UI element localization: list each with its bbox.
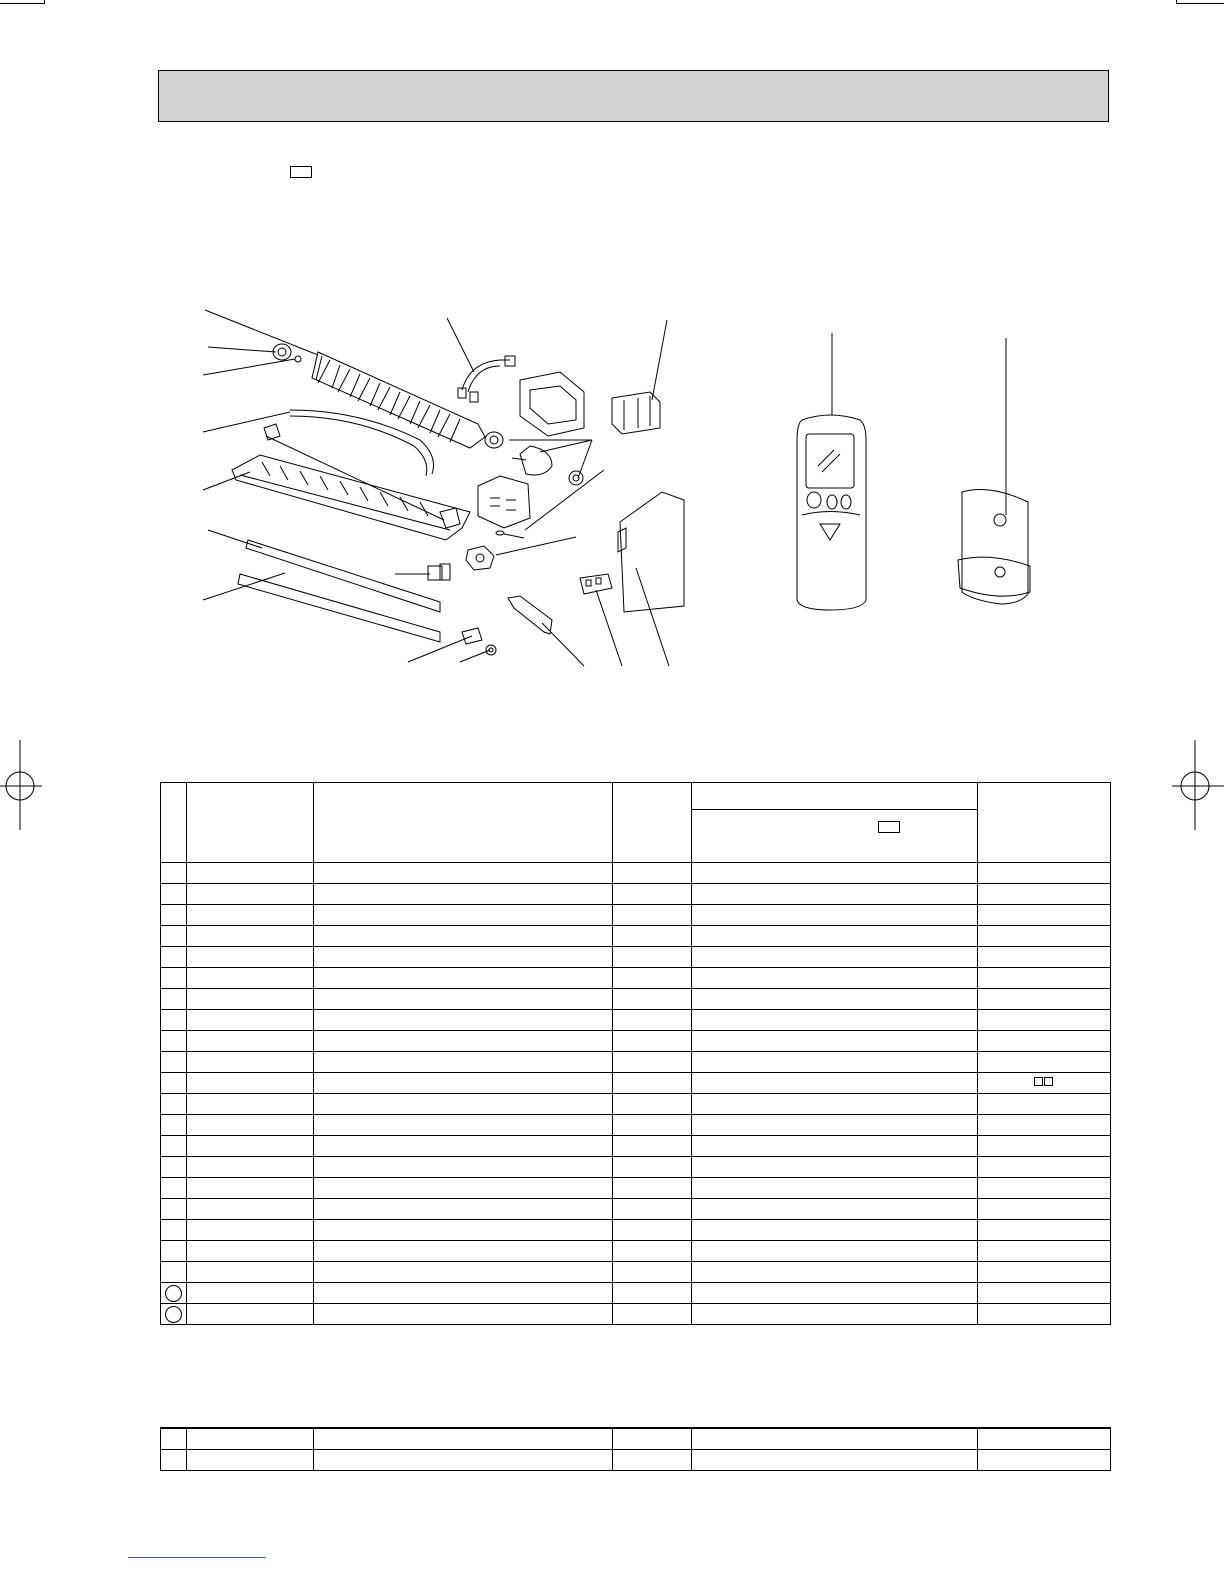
- table-row: [161, 1178, 1111, 1199]
- table-cell: [187, 1199, 314, 1220]
- table-row: [161, 1094, 1111, 1115]
- table-row: [161, 1115, 1111, 1136]
- leader-line-2: [208, 347, 276, 352]
- table-cell: [613, 1094, 692, 1115]
- table-row: [161, 1157, 1111, 1178]
- table-cell: [187, 1010, 314, 1031]
- table-cell: [692, 1010, 978, 1031]
- leader-line-17: [636, 568, 669, 666]
- table-cell: [613, 1283, 692, 1304]
- remote-controller-holder: [958, 490, 1030, 604]
- table-cell: [187, 1073, 314, 1094]
- table-cell: [314, 863, 613, 884]
- header-part-name: [314, 783, 613, 863]
- thermistor: [496, 531, 524, 538]
- table-cell: [692, 1449, 978, 1470]
- table-cell: [978, 968, 1111, 989]
- table-cell: [692, 1178, 978, 1199]
- table-cell: [692, 863, 978, 884]
- table-cell: [692, 1157, 978, 1178]
- table-cell: [161, 1115, 187, 1136]
- table-cell: [187, 1115, 314, 1136]
- table-cell: [314, 947, 613, 968]
- table-cell: [978, 884, 1111, 905]
- table-cell: [613, 1220, 692, 1241]
- header-remarks: [978, 783, 1111, 863]
- table-cell: [161, 863, 187, 884]
- table-cell: [692, 1115, 978, 1136]
- table-cell: [161, 926, 187, 947]
- table-row: [161, 863, 1111, 884]
- table-row: [161, 905, 1111, 926]
- table-cell: [314, 1241, 613, 1262]
- table-cell: [187, 989, 314, 1010]
- table-cell: [187, 1428, 314, 1449]
- table-cell: [314, 1073, 613, 1094]
- table-cell: [314, 905, 613, 926]
- table-cell: [692, 1094, 978, 1115]
- horizontal-vane: [238, 540, 440, 642]
- table-row: [161, 926, 1111, 947]
- table-cell: [187, 1449, 314, 1470]
- table-cell: [978, 1428, 1111, 1449]
- leader-line-16: [596, 590, 622, 666]
- leader-line-4: [203, 412, 290, 432]
- footer-link-line: [128, 1557, 266, 1558]
- table-row: [161, 1449, 1111, 1470]
- table-cell: [161, 1010, 187, 1031]
- vane-motor: [466, 546, 494, 570]
- table-cell: [613, 1052, 692, 1073]
- table-cell: [161, 947, 187, 968]
- table-row: [161, 884, 1111, 905]
- circled-number-marker: [165, 1285, 182, 1302]
- remote-controller: [797, 415, 866, 610]
- remark-symbol-box: [1044, 1077, 1053, 1086]
- table-cell: [978, 1283, 1111, 1304]
- header-symbol: [613, 783, 692, 863]
- table-cell: [978, 926, 1111, 947]
- table-cell: [314, 1010, 613, 1031]
- table-cell: [161, 1199, 187, 1220]
- table-row: [161, 1283, 1111, 1304]
- table-cell: [613, 1449, 692, 1470]
- table-cell: [613, 1241, 692, 1262]
- table-cell: [978, 1304, 1111, 1325]
- table-cell: [692, 1031, 978, 1052]
- header-qty-group: [692, 783, 978, 810]
- table-cell: [187, 968, 314, 989]
- table-cell: [187, 1052, 314, 1073]
- table-cell: [692, 884, 978, 905]
- table-cell: [692, 1199, 978, 1220]
- table-cell: [613, 1157, 692, 1178]
- table-row: [161, 968, 1111, 989]
- table-cell: [187, 947, 314, 968]
- table-cell: [314, 1178, 613, 1199]
- table-cell: [187, 1094, 314, 1115]
- table-row: [161, 1199, 1111, 1220]
- table-cell: [978, 1136, 1111, 1157]
- table-cell: [314, 968, 613, 989]
- table-cell: [187, 905, 314, 926]
- table-cell: [978, 1178, 1111, 1199]
- table-cell: [692, 968, 978, 989]
- vane-coupling: [264, 424, 460, 528]
- accessory-table-body: [161, 1428, 1111, 1470]
- table-cell: [613, 968, 692, 989]
- table-cell: [314, 1157, 613, 1178]
- table-cell: [978, 1031, 1111, 1052]
- table-cell: [161, 1304, 187, 1325]
- table-cell: [314, 1052, 613, 1073]
- table-cell: [187, 1304, 314, 1325]
- leader-line-11: [496, 537, 576, 555]
- table-cell: [613, 989, 692, 1010]
- table-cell: [692, 1262, 978, 1283]
- table-cell: [978, 1449, 1111, 1470]
- table-cell: [692, 1052, 978, 1073]
- table-cell: [314, 926, 613, 947]
- table-cell: [613, 1073, 692, 1094]
- model-symbol-box: [878, 821, 900, 833]
- table-row: [161, 947, 1111, 968]
- table-cell: [613, 1428, 692, 1449]
- electrical-box: [520, 372, 584, 436]
- table-cell: [978, 1052, 1111, 1073]
- leader-line-5: [203, 472, 250, 490]
- table-cell: [692, 1220, 978, 1241]
- table-cell: [161, 1220, 187, 1241]
- table-cell: [692, 1073, 978, 1094]
- table-cell: [613, 905, 692, 926]
- table-cell: [314, 1115, 613, 1136]
- table-row: [161, 1010, 1111, 1031]
- lead-wire: [458, 356, 515, 402]
- table-cell: [613, 1199, 692, 1220]
- table-cell: [613, 947, 692, 968]
- table-cell: [978, 989, 1111, 1010]
- table-cell: [161, 1136, 187, 1157]
- table-cell: [978, 1199, 1111, 1220]
- switch-holder: [428, 564, 450, 580]
- table-cell: [161, 1094, 187, 1115]
- table-cell: [613, 1136, 692, 1157]
- header-model: [692, 810, 978, 863]
- table-cell: [314, 1031, 613, 1052]
- table-cell: [978, 905, 1111, 926]
- table-row: [161, 1262, 1111, 1283]
- table-cell: [314, 884, 613, 905]
- table-row: [161, 1304, 1111, 1325]
- table-cell: [187, 1220, 314, 1241]
- table-cell: [314, 1199, 613, 1220]
- table-cell: [187, 1157, 314, 1178]
- leader-line-15: [542, 623, 584, 666]
- table-row: [161, 1241, 1111, 1262]
- table-cell: [692, 989, 978, 1010]
- table-cell: [692, 905, 978, 926]
- table-cell: [161, 1262, 187, 1283]
- table-cell: [161, 1052, 187, 1073]
- parts-list-table: [160, 782, 1111, 1325]
- table-cell: [978, 863, 1111, 884]
- leader-line-8: [447, 318, 474, 372]
- line-flow-fan: [312, 352, 485, 448]
- leader-line-10: [525, 470, 604, 530]
- parts-table-body: [161, 863, 1111, 1325]
- accessory-table: [160, 1427, 1111, 1471]
- nozzle-assembly: [232, 455, 470, 540]
- table-cell: [613, 926, 692, 947]
- table-cell: [978, 1262, 1111, 1283]
- table-cell: [314, 1136, 613, 1157]
- table-cell: [978, 1115, 1111, 1136]
- table-cell: [692, 926, 978, 947]
- table-cell: [978, 1010, 1111, 1031]
- table-cell: [187, 1262, 314, 1283]
- motor-band: [478, 476, 530, 528]
- leader-line-14: [460, 650, 490, 662]
- table-cell: [692, 1428, 978, 1449]
- table-cell: [613, 1178, 692, 1199]
- table-cell: [187, 1241, 314, 1262]
- table-cell: [978, 1157, 1111, 1178]
- table-row: [161, 1073, 1111, 1094]
- table-cell: [978, 947, 1111, 968]
- table-cell: [161, 1031, 187, 1052]
- table-cell: [978, 1073, 1111, 1094]
- table-cell: [314, 1094, 613, 1115]
- table-row: [161, 1428, 1111, 1449]
- table-cell: [613, 884, 692, 905]
- leader-line-20: [540, 440, 592, 452]
- header-no: [161, 783, 187, 863]
- table-cell: [161, 1073, 187, 1094]
- table-row: [161, 1136, 1111, 1157]
- table-cell: [613, 1031, 692, 1052]
- table-cell: [187, 884, 314, 905]
- header-part-no: [187, 783, 314, 863]
- table-cell: [314, 1449, 613, 1470]
- table-cell: [161, 905, 187, 926]
- table-cell: [161, 1449, 187, 1470]
- table-row: [161, 1220, 1111, 1241]
- table-cell: [161, 968, 187, 989]
- vane-arm: [508, 596, 552, 634]
- table-cell: [187, 926, 314, 947]
- table-cell: [692, 1304, 978, 1325]
- table-cell: [692, 947, 978, 968]
- table-cell: [161, 1157, 187, 1178]
- table-cell: [978, 1220, 1111, 1241]
- table-cell: [314, 1428, 613, 1449]
- electrical-cover: [618, 492, 684, 612]
- table-row: [161, 1031, 1111, 1052]
- table-cell: [187, 1283, 314, 1304]
- table-cell: [692, 1136, 978, 1157]
- table-cell: [692, 1241, 978, 1262]
- pcb-holder: [580, 574, 612, 594]
- leader-line-3: [203, 359, 295, 375]
- table-cell: [613, 1262, 692, 1283]
- exploded-parts-diagram: [0, 0, 1224, 720]
- table-cell: [161, 1428, 187, 1449]
- table-cell: [314, 989, 613, 1010]
- table-row: [161, 1052, 1111, 1073]
- table-cell: [613, 1304, 692, 1325]
- table-row: [161, 989, 1111, 1010]
- table-cell: [161, 1178, 187, 1199]
- table-cell: [161, 884, 187, 905]
- leader-line-9: [652, 320, 667, 400]
- table-cell: [692, 1283, 978, 1304]
- remark-symbol-box: [1034, 1077, 1043, 1086]
- circled-number-marker: [165, 1306, 182, 1323]
- table-cell: [161, 1283, 187, 1304]
- table-cell: [187, 1136, 314, 1157]
- table-header-row: [161, 783, 1111, 810]
- table-cell: [314, 1283, 613, 1304]
- table-cell: [187, 1031, 314, 1052]
- table-cell: [187, 863, 314, 884]
- receiver-plate: [462, 628, 496, 655]
- table-cell: [314, 1262, 613, 1283]
- table-cell: [613, 1010, 692, 1031]
- table-cell: [978, 1094, 1111, 1115]
- table-cell: [314, 1220, 613, 1241]
- leader-line-7: [203, 573, 285, 600]
- table-cell: [161, 989, 187, 1010]
- table-cell: [978, 1241, 1111, 1262]
- table-cell: [613, 1115, 692, 1136]
- leader-line-6: [208, 530, 262, 548]
- table-cell: [314, 1304, 613, 1325]
- table-cell: [613, 863, 692, 884]
- table-cell: [161, 1241, 187, 1262]
- table-cell: [187, 1178, 314, 1199]
